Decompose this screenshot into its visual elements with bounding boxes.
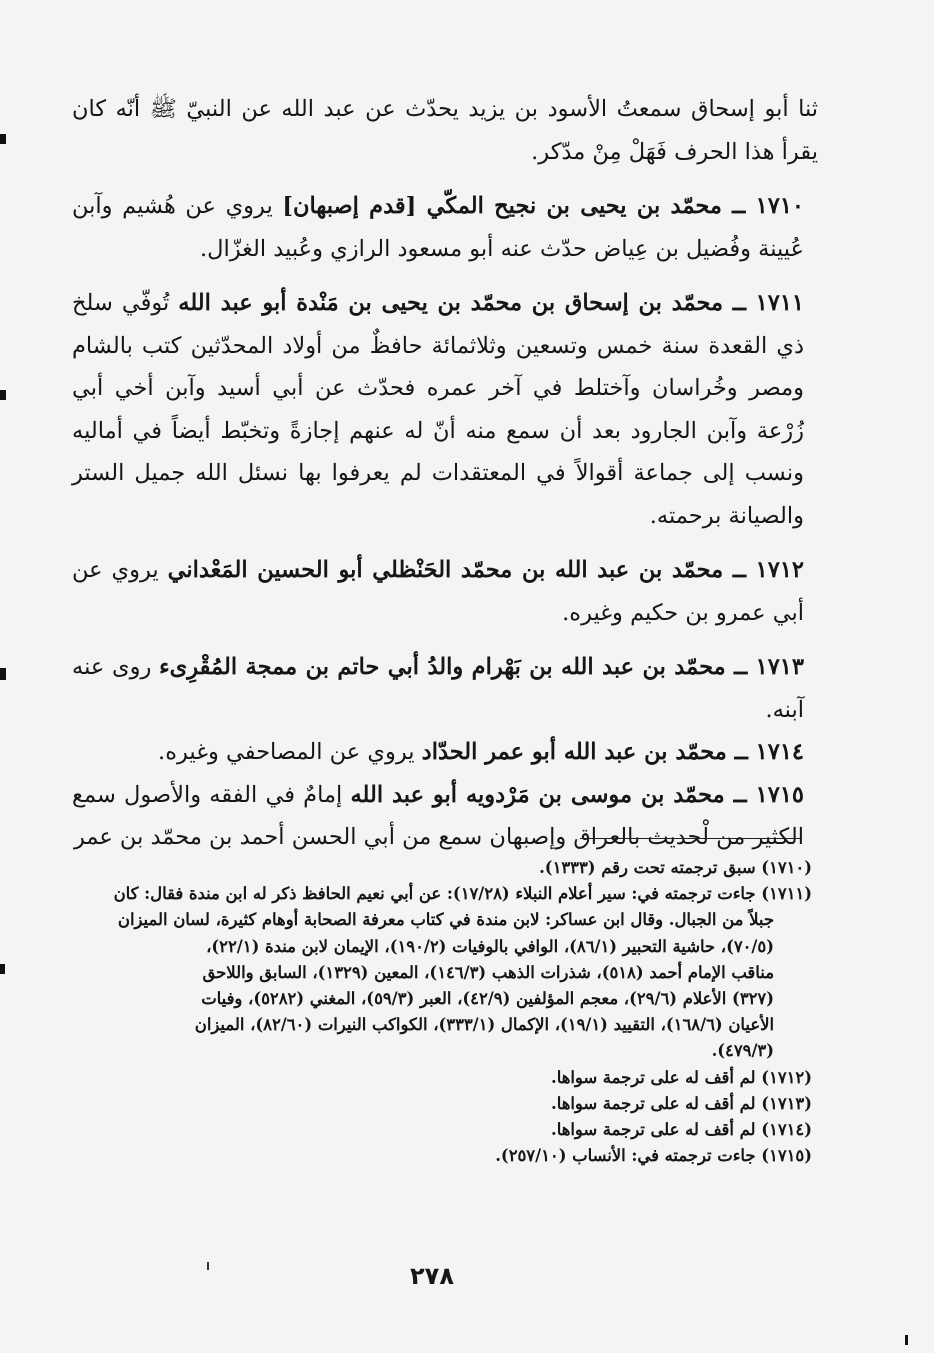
footnotes: [72, 855, 812, 1169]
scan-mark: [0, 134, 6, 144]
entry-continuation: [72, 88, 818, 173]
scan-mark: [0, 964, 5, 974]
entry-text: إمامٌ في الفقه والأصول سمع الكثير من لْحديث بالعراق وإصبهان سمع من أبي الحسن أحمد بن محمّد بن عمر: [72, 781, 804, 850]
entry-text: روى عنه آبنه.: [72, 654, 804, 723]
entry-text: يروي عن المصاحفي وغيره.: [158, 739, 422, 765]
entry-heading: ١٧١٣ ــ محمّد بن عبد الله بن بَهْرام والدُ أبي حاتم بن ممجة المُقْرِىء: [159, 654, 804, 680]
entry-heading: ١٧١٥ ــ محمّد بن موسى بن مَرْدويه أبو عبد الله: [350, 781, 804, 808]
entry-text: يروي عن أبي عمرو بن حكيم وغيره.: [72, 557, 804, 626]
footnote-1711-line: (٣٢٧) الأعلام (٢٩/٦)، معجم المؤلفين (٤٢/٩)، العبر (٥٩/٣)، المغني (٥٢٨٢)، وفيات: [201, 989, 774, 1009]
entry-heading: ١٧١٠ ــ محمّد بن يحيى بن نجيح المكّي [قدم إصبهان]: [282, 193, 804, 219]
entry-1714: [72, 731, 818, 774]
footnote-1711: (١٧١١) جاءت ترجمته في: سير أعلام النبلاء (١٧/٢٨): عن أبي نعيم الحافظ ذكر له ابن مندة فقال: كان: [113, 884, 812, 904]
entry-heading: ١٧١١ ــ محمّد بن إسحاق بن محمّد بن يحيى بن مَنْدة أبو عبد الله: [178, 290, 804, 316]
entry-heading: ١٧١٢ ــ محمّد بن عبد الله بن محمّد الحَنْظلي أبو الحسين المَعْداني: [167, 557, 804, 583]
footnote-1713: (١٧١٣) لم أقف له على ترجمة سواها.: [551, 1093, 812, 1113]
footnote-divider: [580, 838, 802, 839]
scan-mark: [0, 390, 6, 400]
main-text: [72, 88, 818, 859]
footnote-1714: (١٧١٤) لم أقف له على ترجمة سواها.: [551, 1120, 812, 1140]
entry-text: تُوفّي سلخ ذي القعدة سنة خمس وتسعين وثلاثمائة حافظٌ من أولاد المحدّثين كتب بالشام ومصر وخُراسان وآختلط في آخر عمره فحدّث عن أبي أسيد وآبن أخي أبي زُرْعة وآبن الجارود بعد أن سمع منه أنّ له عنهم إجازةً وتخبّط أيضاً في أماليه ونسب إلى جماعة أقوالاً في المعتقدات لم يعرفوا بها نسئل الله جميل الستر والصيانة برحمته.: [72, 290, 804, 529]
footnote-1711-line: مناقب الإمام أحمد (٥١٨)، شذرات الذهب (١٤٦/٣)، المعين (١٣٢٩)، السابق واللاحق: [202, 962, 774, 982]
footnote-1715: (١٧١٥) جاءت ترجمته في: الأنساب (٢٥٧/١٠).: [495, 1146, 812, 1166]
page-number: ٢٧٨: [410, 1262, 454, 1290]
footnote-1712: (١٧١٢) لم أقف له على ترجمة سواها.: [551, 1067, 812, 1087]
entry-heading: ١٧١٤ ــ محمّد بن عبد الله أبو عمر الحدّاد: [421, 739, 804, 765]
entry-text: ثنا أبو إسحاق سمعتُ الأسود بن يزيد يحدّث عن عبد الله عن النبيّ ﷺ أنّه كان يقرأ هذا الحرف فَهَلْ مِنْ مدّكر.: [72, 96, 818, 165]
footnote-1711-line: (٤٧٩/٣).: [711, 1041, 774, 1061]
scan-mark: [0, 668, 6, 680]
entry-1715: [72, 774, 818, 859]
footnote-1711-line: (٧٠/٥)، حاشية التحبير (٨٦/١)، الوافي بالوفيات (١٩٠/٢)، الإيمان لابن مندة (٢٢/١)،: [206, 936, 774, 956]
entry-text: يروي عن هُشيم وآبن عُيينة وفُضيل بن عِياض حدّث عنه أبو مسعود الرازي وعُبيد الغزّال.: [72, 193, 804, 262]
footnote-1710: (١٧١٠) سبق ترجمته تحت رقم (١٣٣٣).: [539, 858, 812, 877]
footnote-1711-line: جبلاً من الجبال. وقال ابن عساكر: لابن مندة في كتاب معرفة الصحابة أوهام كثيرة، لسان الميزان: [117, 910, 774, 930]
entry-1710: [72, 185, 818, 270]
scan-mark: [905, 1335, 908, 1345]
scan-mark: [207, 1262, 209, 1270]
entry-1712: [72, 549, 818, 634]
entry-1713: [72, 646, 818, 731]
footnote-1711-line: الأعيان (١٦٨/٦)، التقييد (١٩/١)، الإكمال (٣٣٣/١)، الكواكب النيرات (٨٢/٦٠)، الميزان: [194, 1015, 774, 1035]
entry-1711: [72, 282, 818, 537]
